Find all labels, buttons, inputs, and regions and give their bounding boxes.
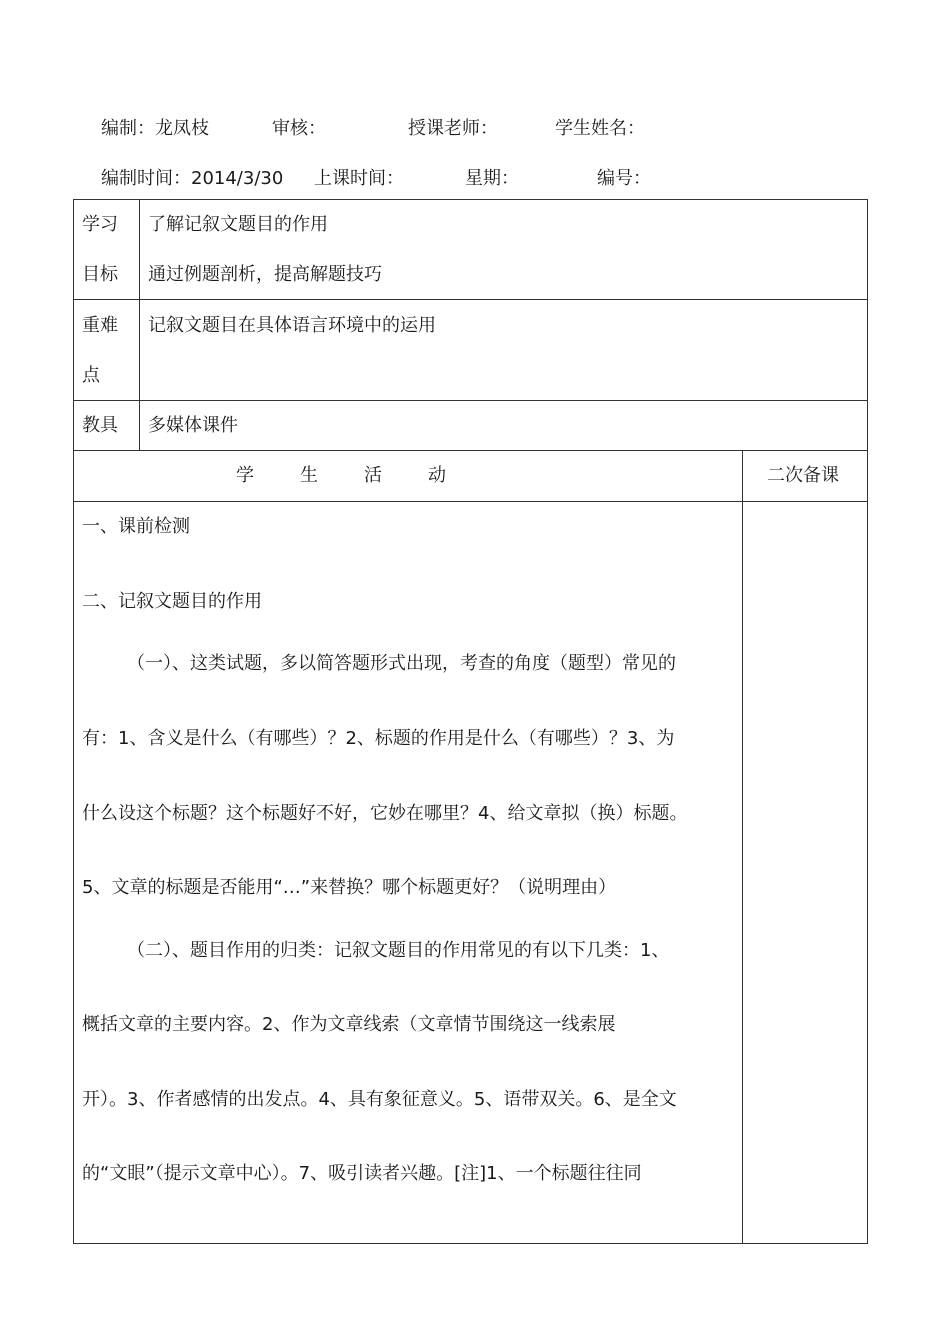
table-border-top (73, 199, 868, 200)
body-line: （一）、这类试题，多以简答题形式出现，考查的角度（题型）常见的 (127, 653, 676, 674)
activity-header-char: 学 (236, 465, 254, 486)
weekday-field: 星期： (465, 168, 519, 189)
table-border-left (73, 199, 74, 1244)
body-line: 一、课前检测 (82, 516, 190, 537)
body-line: （二）、题目作用的归类：记叙文题目的作用常见的有以下几类：1、 (127, 940, 670, 961)
body-line: 二、记叙文题目的作用 (82, 591, 262, 612)
body-line: 有：1、含义是什么（有哪些）？2、标题的作用是什么（有哪些）？3、为 (82, 728, 675, 749)
row-divider (73, 400, 868, 401)
row-divider (73, 299, 868, 300)
student-name-field: 学生姓名： (555, 118, 645, 139)
body-line: 的“文眼”（提示文章中心）。7、吸引读者兴趣。[注]1、一个标题往往同 (82, 1163, 642, 1184)
second-prep-header: 二次备课 (767, 465, 839, 486)
label-column-divider (139, 199, 140, 451)
goals-line2: 通过例题剖析，提高解题技巧 (148, 264, 382, 285)
row-divider (73, 450, 868, 451)
table-border-right (867, 199, 868, 1244)
reviewer-field: 审核： (272, 118, 326, 139)
key-points-label-line2: 点 (82, 365, 100, 386)
activity-header-char: 活 (364, 465, 382, 486)
class-time-field: 上课时间： (314, 168, 404, 189)
key-points-label-line1: 重难 (82, 315, 118, 336)
row-divider (73, 501, 868, 502)
lesson-plan-table (73, 199, 868, 1244)
tools-label: 教具 (82, 415, 118, 436)
body-line: 概括文章的主要内容。2、作为文章线索（文章情节围绕这一线索展 (82, 1014, 616, 1035)
table-border-bottom (73, 1243, 868, 1244)
goals-line1: 了解记叙文题目的作用 (148, 214, 328, 235)
notes-column-divider (742, 450, 743, 1244)
activity-header-char: 动 (428, 465, 446, 486)
activity-header-char: 生 (300, 465, 318, 486)
goals-label-line1: 学习 (82, 214, 118, 235)
edit-time-field: 编制时间：2014/3/30 (101, 168, 284, 189)
number-field: 编号： (597, 168, 651, 189)
body-line: 什么设这个标题？这个标题好不好，它妙在哪里？4、给文章拟（换）标题。 (82, 803, 688, 824)
key-points-content: 记叙文题目在具体语言环境中的运用 (148, 315, 436, 336)
teacher-field: 授课老师： (408, 118, 498, 139)
tools-content: 多媒体课件 (148, 415, 238, 436)
body-line: 5、文章的标题是否能用“…”来替换？哪个标题更好？（说明理由） (82, 877, 617, 898)
body-line: 开）。3、作者感情的出发点。4、具有象征意义。5、语带双关。6、是全文 (82, 1089, 677, 1110)
goals-label-line2: 目标 (82, 264, 118, 285)
editor-field: 编制：龙凤枝 (101, 118, 209, 139)
